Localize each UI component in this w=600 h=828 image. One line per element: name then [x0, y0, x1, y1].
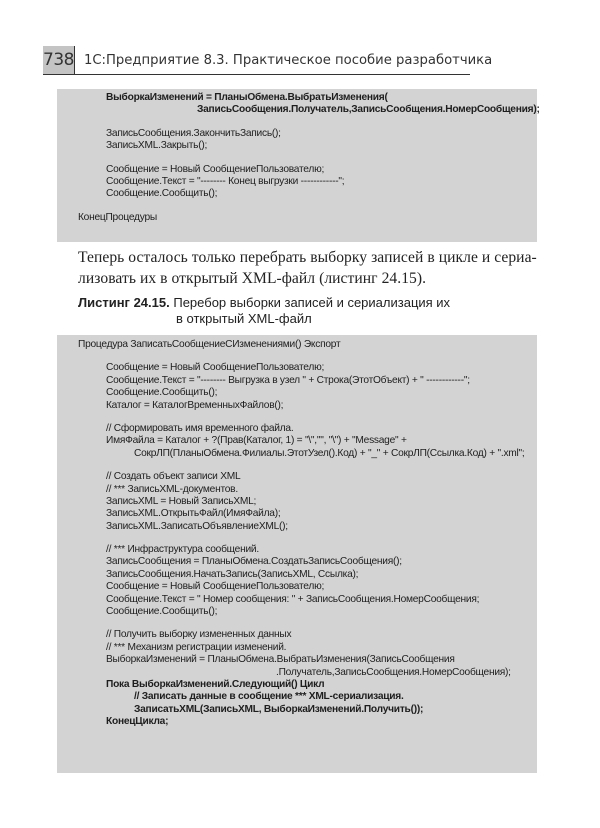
code-line: // Записать данные в сообщение *** XML-сериализация.: [134, 691, 404, 703]
code-blank-line: [57, 117, 537, 128]
code-line: // *** Механизм регистрации изменений.: [106, 641, 287, 653]
code-listing-continuation: [57, 89, 540, 242]
code-line: // Получить выборку измененных данных: [106, 629, 292, 641]
code-blank-line: [57, 460, 537, 471]
code-line: Сообщение.Сообщить();: [106, 188, 218, 200]
listing-title-line-2: в открытый XML-файл: [176, 311, 312, 326]
body-paragraph: [78, 247, 538, 289]
code-blank-line: [57, 618, 537, 629]
code-blank-line: [57, 533, 537, 544]
code-line: Сообщение = Новый СообщениеПользователю;: [106, 362, 325, 374]
code-blank-line: [57, 412, 537, 423]
code-line: Сообщение.Сообщить();: [106, 606, 218, 618]
code-line: ЗаписьСообщения.НачатьЗапись(ЗаписьXML, Ссылка);: [106, 568, 359, 580]
book-title: 1С:Предприятие 8.3. Практическое пособие разработчика: [83, 53, 493, 68]
code-line: Сообщение.Текст = "-------- Выгрузка в узел " + Строка(ЭтотОбъект) + " ------------";: [106, 374, 470, 386]
listing-caption: [78, 295, 538, 327]
listing-title-line-1: Перебор выборки записей и сериализация их: [173, 295, 451, 310]
code-line: ЗаписьСообщения = ПланыОбмена.СоздатьЗаписьСообщения();: [106, 556, 402, 568]
code-line: Каталог = КаталогВременныхФайлов();: [106, 399, 284, 411]
listing-label: Листинг 24.15.: [78, 295, 170, 310]
code-line: Сообщение = Новый СообщениеПользователю;: [106, 163, 325, 175]
code-line: ЗаписьXML.ЗаписатьОбъявлениеXML();: [106, 520, 288, 532]
code-line: Сообщение.Текст = " Номер сообщения: " + ЗаписьСообщения.НомерСообщения;: [106, 593, 480, 605]
code-line: ИмяФайла = Каталог + ?(Прав(Каталог, 1) = "\","", "\") + "Message" +: [106, 435, 407, 447]
code-line: // *** Инфраструктура сообщений.: [106, 544, 259, 556]
code-line: ВыборкаИзменений = ПланыОбмена.ВыбратьИзменения(: [106, 92, 388, 103]
code-line: Сообщение.Сообщить();: [106, 387, 218, 399]
code-line: Пока ВыборкаИзменений.Следующий() Цикл: [106, 678, 325, 690]
code-line: ЗаписьСообщения.ЗакончитьЗапись();: [106, 127, 281, 139]
code-line: СокрЛП(ПланыОбмена.Филиалы.ЭтотУзел().Код) + "_" + СокрЛП(Ссылка.Код) + ".xml";: [134, 447, 525, 459]
code-blank-line: [57, 201, 537, 212]
code-line: Сообщение.Текст = "-------- Конец выгрузки ------------";: [106, 175, 345, 187]
code-line: ЗаписьXML.Закрыть();: [106, 140, 208, 152]
code-line: Сообщение = Новый СообщениеПользователю;: [106, 581, 325, 593]
page-header: [43, 47, 493, 75]
code-line: КонецПроцедуры: [78, 211, 157, 223]
paragraph-line-1: Теперь осталось только перебрать выборку записей в цикле и сериа-: [78, 249, 537, 266]
code-line: ЗаписьXML.ОткрытьФайл(ИмяФайла);: [106, 508, 281, 520]
code-blank-line: [57, 351, 537, 362]
page-number: 738: [43, 46, 75, 74]
code-line: ВыборкаИзменений = ПланыОбмена.ВыбратьИзменения(ЗаписьСообщения: [106, 654, 455, 666]
code-line: КонецЦикла;: [106, 716, 169, 728]
code-line: // Создать объект записи XML: [106, 471, 241, 483]
code-listing-24-15: [57, 335, 537, 773]
paragraph-line-2: лизовать их в открытый XML-файл (листинг 24.15).: [78, 270, 427, 287]
code-line: // Сформировать имя временного файла.: [106, 422, 294, 434]
code-blank-line: [57, 153, 537, 164]
code-line: // *** ЗаписьXML-документов.: [106, 483, 238, 495]
code-line: ЗаписатьXML(ЗаписьXML, ВыборкаИзменений.Получить());: [134, 703, 424, 715]
code-line: ЗаписьXML = Новый ЗаписьXML;: [106, 495, 257, 507]
code-line: Процедура ЗаписатьСообщениеСИзменениями() Экспорт: [78, 339, 341, 350]
code-line: ЗаписьСообщения.Получатель,ЗаписьСообщения.НомерСообщения);: [197, 104, 540, 116]
code-line: .Получатель,ЗаписьСообщения.НомерСообщения);: [276, 666, 511, 678]
